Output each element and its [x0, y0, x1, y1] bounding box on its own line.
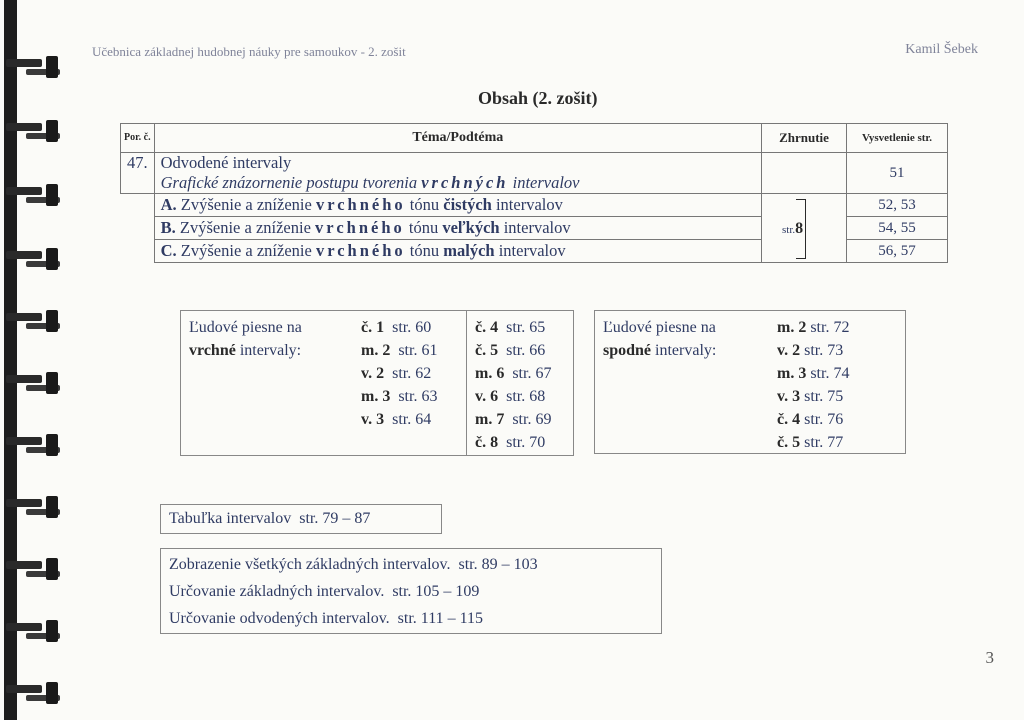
binding-ring	[6, 120, 56, 146]
subtopic-a: A. Zvýšenie a zníženie vrchného tónu čistých intervalov	[154, 194, 761, 217]
table-header-row	[121, 124, 948, 153]
list-item: č. 1 str. 60	[361, 319, 432, 336]
binding-ring	[6, 310, 56, 336]
list-item: m. 3 str. 63	[361, 388, 438, 405]
running-header-author: Kamil Šebek	[905, 42, 978, 57]
binding-ring	[6, 56, 56, 82]
subtopic-page: 56, 57	[847, 240, 948, 263]
list-item: m. 7 str. 69	[475, 411, 552, 428]
list-item: v. 2 str. 62	[361, 365, 432, 382]
table-row	[121, 153, 948, 194]
subtopic-page: 54, 55	[847, 217, 948, 240]
subtopic-c: C. Zvýšenie a zníženie vrchného tónu malých intervalov	[154, 240, 761, 263]
subtopic-b: B. Zvýšenie a zníženie vrchného tónu veľkých intervalov	[154, 217, 761, 240]
list-item: v. 3 str. 75	[777, 388, 844, 405]
binding-spine	[4, 0, 17, 720]
other-topics-box	[160, 548, 662, 634]
binding-ring	[6, 434, 56, 460]
list-item: m. 3 str. 74	[777, 365, 850, 382]
binding-ring	[6, 682, 56, 708]
list-item: m. 2 str. 72	[777, 319, 850, 336]
item-subtitle: Grafické znázornenie postupu tvorenia vrchných intervalov	[160, 173, 580, 192]
page-number: 3	[985, 648, 994, 667]
column-divider	[466, 311, 467, 455]
table-row	[121, 194, 948, 217]
binding-ring	[6, 372, 56, 398]
list-item: v. 3 str. 64	[361, 411, 432, 428]
col-header-vysvetlenie: Vysvetlenie str.	[847, 124, 948, 153]
box-intro: Ľudové piesne na vrchné intervaly:	[189, 319, 302, 359]
list-item: Zobrazenie všetkých základných intervalov. str. 89 – 103	[169, 556, 538, 573]
binding-ring	[6, 496, 56, 522]
interval-table-box	[160, 504, 442, 534]
zhrnutie-cell	[762, 194, 847, 263]
col-header-por: Por. č.	[121, 124, 155, 153]
interval-table-entry: Tabuľka intervalov str. 79 – 87	[169, 510, 371, 527]
item-page: 51	[847, 153, 948, 194]
list-item: m. 2 str. 61	[361, 342, 438, 359]
list-item: č. 4 str. 65	[475, 319, 546, 336]
interval-list	[777, 316, 849, 454]
list-item: Určovanie odvodených intervalov. str. 111 – 115	[169, 610, 483, 627]
folk-songs-upper-box	[180, 310, 574, 456]
col-header-tema: Téma/Podtéma	[154, 124, 761, 153]
list-item: č. 5 str. 66	[475, 342, 546, 359]
list-item: č. 4 str. 76	[777, 411, 844, 428]
list-item: Určovanie základných intervalov. str. 105 – 109	[169, 583, 480, 600]
subtopic-page: 52, 53	[847, 194, 948, 217]
item-number: 47.	[121, 153, 155, 194]
spiral-binding	[0, 0, 60, 720]
list-item: m. 6 str. 67	[475, 365, 552, 382]
item-zhrnutie	[762, 153, 847, 194]
list-item: č. 5 str. 77	[777, 434, 844, 451]
binding-ring	[6, 620, 56, 646]
interval-list-1	[361, 316, 437, 431]
item-topic	[154, 153, 761, 194]
box-intro: Ľudové piesne na spodné intervaly:	[603, 319, 717, 359]
list-item: v. 6 str. 68	[475, 388, 546, 405]
zhrnutie-reference: str.8	[782, 220, 804, 237]
binding-ring	[6, 558, 56, 584]
list-item: č. 8 str. 70	[475, 434, 546, 451]
binding-ring	[6, 184, 56, 210]
col-header-zhrnutie: Zhrnutie	[762, 124, 847, 153]
interval-list-2	[475, 316, 551, 454]
list-item: v. 2 str. 73	[777, 342, 844, 359]
page-title: Obsah (2. zošit)	[478, 88, 598, 108]
item-title: Odvodené intervaly	[160, 153, 292, 172]
folk-songs-lower-box	[594, 310, 906, 454]
binding-ring	[6, 248, 56, 274]
running-header-title: Učebnica základnej hudobnej náuky pre samoukov - 2. zošit	[92, 44, 406, 59]
contents-table	[120, 123, 948, 263]
